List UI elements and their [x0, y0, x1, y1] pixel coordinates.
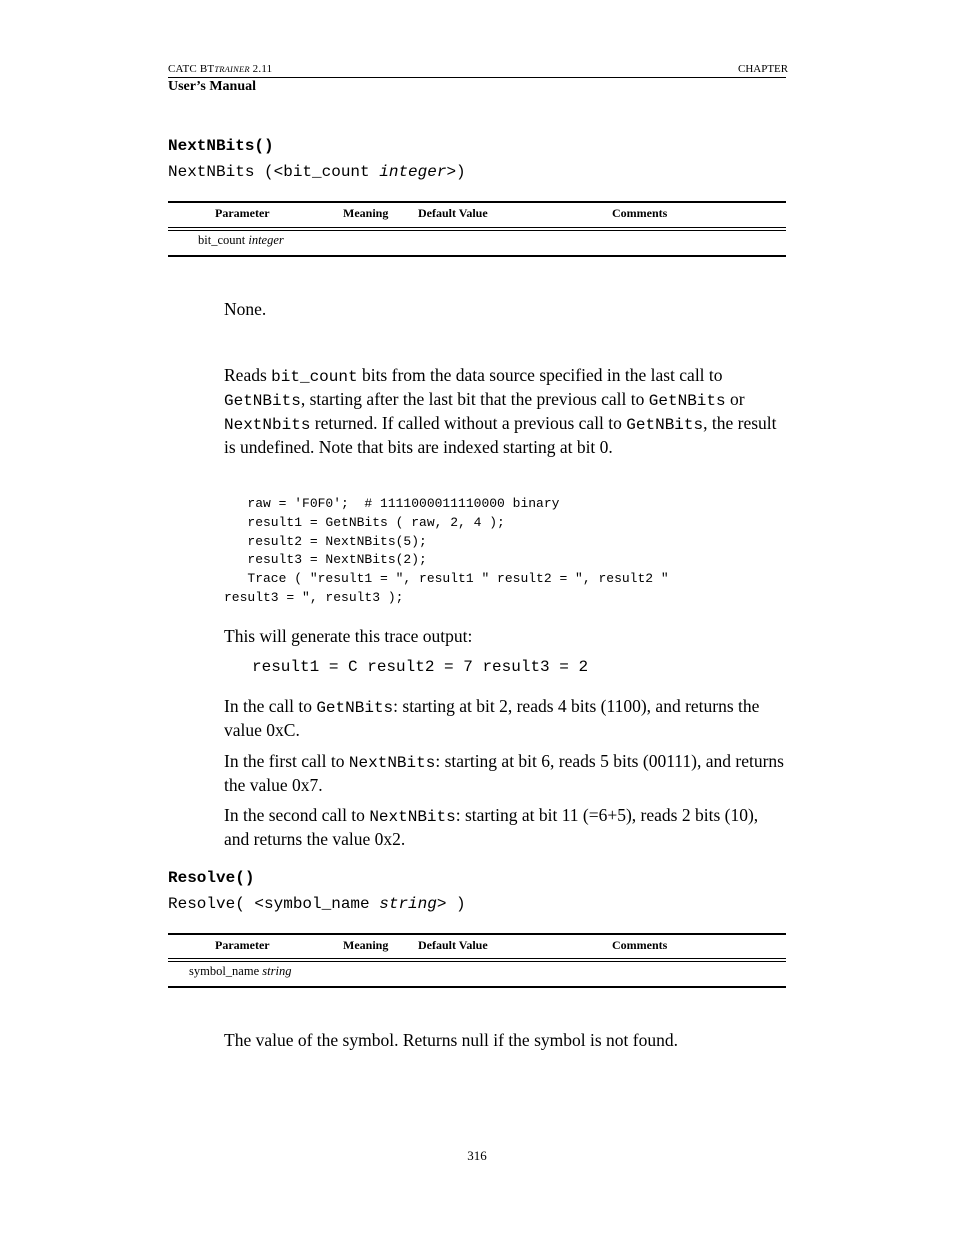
table-header-default: Default Value — [418, 206, 488, 220]
table-row: bit_count integer — [198, 233, 284, 247]
table-header-meaning: Meaning — [343, 206, 389, 220]
header-product: CATC BTTRAINER 2.11 — [168, 63, 273, 75]
header-chapter: CHAPTER — [738, 63, 789, 75]
trace-output: result1 = C result2 = 7 result3 = 2 — [252, 658, 589, 676]
description-paragraph: Reads bit_count bits from the data source specified in the last call to GetNBits, starting after the last bit that the previous call to GetNBits or NextNbits returned. If called without a previous call to GetNBits, the result is undefined. Note that bits are indexed starting at bit 0. — [224, 365, 777, 457]
page-number: 316 — [467, 1148, 487, 1163]
return-value: None. — [224, 299, 267, 319]
explanation-paragraph-1: In the call to GetNBits: starting at bit 2, reads 4 bits (1100), and returns the value 0xC. — [224, 696, 760, 740]
table-header-parameter: Parameter — [215, 938, 270, 952]
table-header-rule-2 — [168, 961, 786, 962]
header-rule — [168, 77, 786, 78]
table-row: symbol_name string — [189, 964, 292, 978]
table-bottom-rule — [168, 986, 786, 988]
table-top-rule — [168, 933, 786, 935]
table-header-comments: Comments — [612, 938, 668, 952]
table-header-rule — [168, 958, 786, 959]
table-bottom-rule — [168, 255, 786, 257]
table-header-meaning: Meaning — [343, 938, 389, 952]
header-manual: User’s Manual — [168, 79, 257, 94]
table-top-rule — [168, 201, 786, 203]
table-header-rule-2 — [168, 230, 786, 231]
parameter-table — [168, 933, 786, 990]
trace-intro: This will generate this trace output: — [224, 626, 473, 646]
table-header-rule — [168, 227, 786, 228]
return-value: The value of the symbol. Returns null if the symbol is not found. — [224, 1030, 678, 1050]
function-signature: Resolve( <symbol_name string> ) — [168, 895, 466, 913]
function-signature: NextNBits (<bit_count integer>) — [168, 163, 466, 181]
table-header-comments: Comments — [612, 206, 668, 220]
parameter-table — [168, 201, 786, 258]
table-header-parameter: Parameter — [215, 206, 270, 220]
explanation-paragraph-2: In the first call to NextNBits: starting at bit 6, reads 5 bits (00111), and returns the value 0x7. — [224, 751, 784, 795]
function-title: Resolve() — [168, 869, 255, 887]
code-example: raw = 'F0F0'; # 1111000011110000 binary result1 = GetNBits ( raw, 2, 4 ); result2 = NextNBits(5); result3 = NextNBits(2); Trace ( "result1 = ", result1 " result2 = ", result2 " result3 = ", result3 ); — [224, 496, 669, 605]
table-header-default: Default Value — [418, 938, 488, 952]
explanation-paragraph-3: In the second call to NextNBits: starting at bit 11 (=6+5), reads 2 bits (10), and returns the value 0x2. — [224, 805, 759, 849]
function-title: NextNBits() — [168, 137, 274, 155]
